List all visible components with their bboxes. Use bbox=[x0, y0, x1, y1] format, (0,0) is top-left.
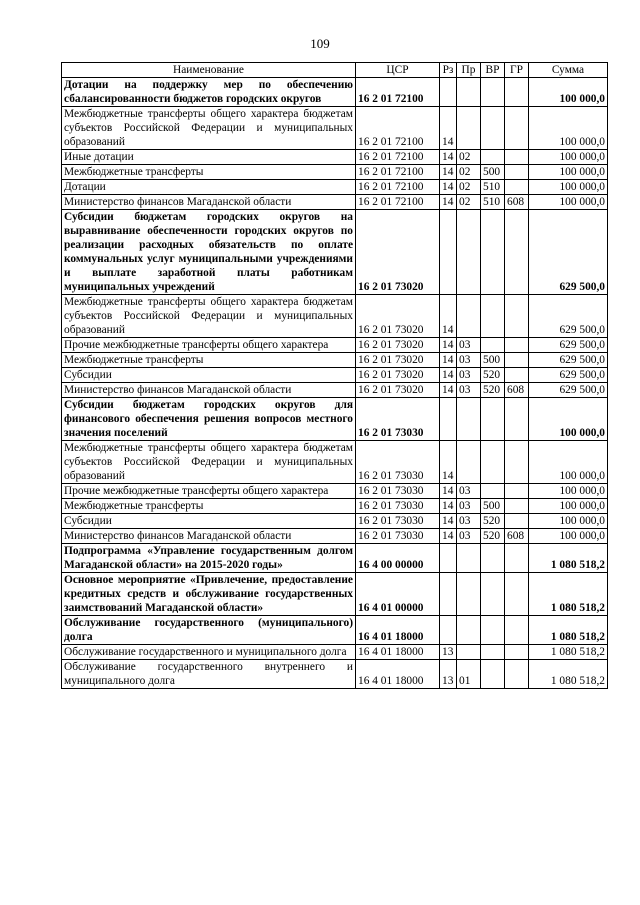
row-name: Обслуживание государственного и муниципального долга bbox=[62, 645, 356, 660]
row-pr: 03 bbox=[457, 368, 481, 383]
row-vr bbox=[481, 645, 505, 660]
row-rz: 14 bbox=[440, 441, 457, 484]
table-row bbox=[62, 499, 608, 514]
row-vr: 500 bbox=[481, 353, 505, 368]
row-gr bbox=[505, 660, 529, 689]
row-rz bbox=[440, 616, 457, 645]
table-row bbox=[62, 660, 608, 689]
row-rz bbox=[440, 78, 457, 107]
table-row bbox=[62, 368, 608, 383]
table-row bbox=[62, 529, 608, 544]
row-name: Межбюджетные трансферты bbox=[62, 165, 356, 180]
row-vr bbox=[481, 441, 505, 484]
row-pr bbox=[457, 398, 481, 441]
row-rz: 13 bbox=[440, 660, 457, 689]
row-gr: 608 bbox=[505, 529, 529, 544]
row-name: Субсидии бюджетам городских округов для финансового обеспечения решения вопросов местного значения поселений bbox=[62, 398, 356, 441]
row-sum: 100 000,0 bbox=[529, 484, 608, 499]
row-gr bbox=[505, 484, 529, 499]
row-name: Министерство финансов Магаданской области bbox=[62, 195, 356, 210]
table-row bbox=[62, 573, 608, 616]
table-row bbox=[62, 180, 608, 195]
row-vr bbox=[481, 544, 505, 573]
row-vr bbox=[481, 150, 505, 165]
row-sum: 629 500,0 bbox=[529, 383, 608, 398]
row-sum: 629 500,0 bbox=[529, 210, 608, 295]
row-rz: 14 bbox=[440, 514, 457, 529]
row-vr bbox=[481, 398, 505, 441]
row-rz: 14 bbox=[440, 499, 457, 514]
table-row bbox=[62, 295, 608, 338]
row-pr bbox=[457, 544, 481, 573]
row-rz: 14 bbox=[440, 529, 457, 544]
row-sum: 629 500,0 bbox=[529, 368, 608, 383]
row-csr: 16 4 01 18000 bbox=[356, 660, 440, 689]
row-csr: 16 2 01 73020 bbox=[356, 295, 440, 338]
header-csr: ЦСР bbox=[356, 63, 440, 78]
row-csr: 16 2 01 73030 bbox=[356, 484, 440, 499]
row-name: Прочие межбюджетные трансферты общего характера bbox=[62, 484, 356, 499]
row-sum: 629 500,0 bbox=[529, 295, 608, 338]
row-sum: 100 000,0 bbox=[529, 107, 608, 150]
row-rz: 14 bbox=[440, 383, 457, 398]
row-name: Обслуживание государственного внутреннего и муниципального долга bbox=[62, 660, 356, 689]
row-sum: 100 000,0 bbox=[529, 529, 608, 544]
row-rz bbox=[440, 573, 457, 616]
row-pr bbox=[457, 78, 481, 107]
page-number: 109 bbox=[310, 36, 330, 51]
row-sum: 1 080 518,2 bbox=[529, 660, 608, 689]
row-rz: 14 bbox=[440, 180, 457, 195]
row-vr: 520 bbox=[481, 529, 505, 544]
row-name: Обслуживание государственного (муниципального) долга bbox=[62, 616, 356, 645]
row-pr: 03 bbox=[457, 514, 481, 529]
row-rz: 14 bbox=[440, 338, 457, 353]
row-vr bbox=[481, 660, 505, 689]
row-gr bbox=[505, 616, 529, 645]
table-row bbox=[62, 338, 608, 353]
row-name: Основное мероприятие «Привлечение, предоставление кредитных средств и обслуживание государственных заимствований Магаданской области» bbox=[62, 573, 356, 616]
row-pr: 02 bbox=[457, 165, 481, 180]
row-vr: 520 bbox=[481, 368, 505, 383]
row-vr bbox=[481, 210, 505, 295]
row-vr: 520 bbox=[481, 383, 505, 398]
row-name: Дотации на поддержку мер по обеспечению сбалансированности бюджетов городских округов bbox=[62, 78, 356, 107]
header-vr: ВР bbox=[481, 63, 505, 78]
row-rz: 14 bbox=[440, 150, 457, 165]
header-rz: Рз bbox=[440, 63, 457, 78]
row-pr: 02 bbox=[457, 180, 481, 195]
header-name: Наименование bbox=[62, 63, 356, 78]
row-gr bbox=[505, 514, 529, 529]
row-rz bbox=[440, 398, 457, 441]
table-row bbox=[62, 645, 608, 660]
row-pr: 03 bbox=[457, 529, 481, 544]
row-rz: 14 bbox=[440, 368, 457, 383]
row-gr bbox=[505, 573, 529, 616]
row-gr: 608 bbox=[505, 383, 529, 398]
table-row bbox=[62, 210, 608, 295]
row-gr bbox=[505, 78, 529, 107]
table-row bbox=[62, 383, 608, 398]
row-gr bbox=[505, 165, 529, 180]
row-csr: 16 2 01 73030 bbox=[356, 514, 440, 529]
row-pr: 03 bbox=[457, 484, 481, 499]
row-csr: 16 2 01 73020 bbox=[356, 383, 440, 398]
row-name: Межбюджетные трансферты общего характера бюджетам субъектов Российской Федерации и муниципальных образований bbox=[62, 295, 356, 338]
row-name: Субсидии bbox=[62, 368, 356, 383]
row-name: Министерство финансов Магаданской области bbox=[62, 529, 356, 544]
row-gr bbox=[505, 107, 529, 150]
row-pr: 03 bbox=[457, 499, 481, 514]
row-sum: 629 500,0 bbox=[529, 353, 608, 368]
row-csr: 16 2 01 72100 bbox=[356, 165, 440, 180]
table-header-row bbox=[62, 63, 608, 78]
row-csr: 16 2 01 73020 bbox=[356, 210, 440, 295]
row-name: Субсидии бюджетам городских округов на выравнивание обеспеченности городских округов по реализации расходных обязательств по оплате коммунальных услуг муниципальными учреждениями и выплате заработной платы работникам муниципальных учреждений bbox=[62, 210, 356, 295]
row-pr: 01 bbox=[457, 660, 481, 689]
table-row bbox=[62, 544, 608, 573]
row-vr: 500 bbox=[481, 165, 505, 180]
header-sum: Сумма bbox=[529, 63, 608, 78]
row-name: Межбюджетные трансферты общего характера бюджетам субъектов Российской Федерации и муниципальных образований bbox=[62, 441, 356, 484]
row-name: Межбюджетные трансферты общего характера бюджетам субъектов Российской Федерации и муниципальных образований bbox=[62, 107, 356, 150]
row-csr: 16 2 01 73030 bbox=[356, 441, 440, 484]
row-rz: 14 bbox=[440, 353, 457, 368]
row-name: Дотации bbox=[62, 180, 356, 195]
row-rz bbox=[440, 210, 457, 295]
row-sum: 1 080 518,2 bbox=[529, 544, 608, 573]
row-name: Министерство финансов Магаданской области bbox=[62, 383, 356, 398]
table-row bbox=[62, 165, 608, 180]
row-csr: 16 2 01 73020 bbox=[356, 368, 440, 383]
table-row bbox=[62, 195, 608, 210]
row-gr bbox=[505, 295, 529, 338]
row-gr bbox=[505, 441, 529, 484]
row-vr bbox=[481, 78, 505, 107]
row-gr bbox=[505, 180, 529, 195]
row-gr bbox=[505, 368, 529, 383]
table-row bbox=[62, 484, 608, 499]
row-vr: 500 bbox=[481, 499, 505, 514]
row-pr bbox=[457, 107, 481, 150]
row-name: Межбюджетные трансферты bbox=[62, 499, 356, 514]
row-gr bbox=[505, 210, 529, 295]
table-row bbox=[62, 78, 608, 107]
row-csr: 16 2 01 73030 bbox=[356, 398, 440, 441]
row-gr bbox=[505, 645, 529, 660]
table-row bbox=[62, 441, 608, 484]
row-pr bbox=[457, 645, 481, 660]
row-rz bbox=[440, 544, 457, 573]
row-csr: 16 2 01 72100 bbox=[356, 150, 440, 165]
row-sum: 100 000,0 bbox=[529, 165, 608, 180]
row-csr: 16 2 01 72100 bbox=[356, 195, 440, 210]
row-name: Подпрограмма «Управление государственным долгом Магаданской области» на 2015-2020 годы» bbox=[62, 544, 356, 573]
row-pr: 03 bbox=[457, 338, 481, 353]
table-row bbox=[62, 107, 608, 150]
row-sum: 100 000,0 bbox=[529, 499, 608, 514]
budget-table bbox=[61, 62, 608, 689]
row-csr: 16 2 01 73020 bbox=[356, 353, 440, 368]
row-gr bbox=[505, 499, 529, 514]
row-rz: 13 bbox=[440, 645, 457, 660]
row-rz: 14 bbox=[440, 195, 457, 210]
row-name: Прочие межбюджетные трансферты общего характера bbox=[62, 338, 356, 353]
row-sum: 100 000,0 bbox=[529, 398, 608, 441]
row-sum: 1 080 518,2 bbox=[529, 573, 608, 616]
row-sum: 100 000,0 bbox=[529, 195, 608, 210]
row-gr bbox=[505, 353, 529, 368]
header-pr: Пр bbox=[457, 63, 481, 78]
row-pr: 02 bbox=[457, 195, 481, 210]
row-csr: 16 2 01 72100 bbox=[356, 107, 440, 150]
table-row bbox=[62, 616, 608, 645]
row-sum: 629 500,0 bbox=[529, 338, 608, 353]
row-name: Субсидии bbox=[62, 514, 356, 529]
row-gr bbox=[505, 544, 529, 573]
row-name: Межбюджетные трансферты bbox=[62, 353, 356, 368]
row-pr: 03 bbox=[457, 383, 481, 398]
row-vr bbox=[481, 338, 505, 353]
row-vr bbox=[481, 616, 505, 645]
row-vr bbox=[481, 295, 505, 338]
row-csr: 16 2 01 73030 bbox=[356, 499, 440, 514]
row-sum: 100 000,0 bbox=[529, 78, 608, 107]
row-rz: 14 bbox=[440, 484, 457, 499]
row-sum: 100 000,0 bbox=[529, 514, 608, 529]
row-csr: 16 4 01 18000 bbox=[356, 645, 440, 660]
row-csr: 16 4 01 18000 bbox=[356, 616, 440, 645]
row-vr: 520 bbox=[481, 514, 505, 529]
row-vr bbox=[481, 573, 505, 616]
row-vr: 510 bbox=[481, 195, 505, 210]
row-gr bbox=[505, 338, 529, 353]
row-pr: 02 bbox=[457, 150, 481, 165]
row-csr: 16 4 00 00000 bbox=[356, 544, 440, 573]
row-csr: 16 2 01 72100 bbox=[356, 78, 440, 107]
row-gr: 608 bbox=[505, 195, 529, 210]
table-row bbox=[62, 514, 608, 529]
row-name: Иные дотации bbox=[62, 150, 356, 165]
table-row bbox=[62, 353, 608, 368]
row-rz: 14 bbox=[440, 295, 457, 338]
row-csr: 16 2 01 72100 bbox=[356, 180, 440, 195]
row-pr bbox=[457, 573, 481, 616]
row-sum: 1 080 518,2 bbox=[529, 616, 608, 645]
row-pr: 03 bbox=[457, 353, 481, 368]
row-pr bbox=[457, 441, 481, 484]
row-rz: 14 bbox=[440, 165, 457, 180]
table-row bbox=[62, 150, 608, 165]
row-sum: 100 000,0 bbox=[529, 441, 608, 484]
table-row bbox=[62, 398, 608, 441]
row-pr bbox=[457, 616, 481, 645]
row-pr bbox=[457, 295, 481, 338]
row-vr bbox=[481, 107, 505, 150]
row-sum: 100 000,0 bbox=[529, 180, 608, 195]
row-csr: 16 4 01 00000 bbox=[356, 573, 440, 616]
row-csr: 16 2 01 73020 bbox=[356, 338, 440, 353]
row-vr bbox=[481, 484, 505, 499]
row-sum: 100 000,0 bbox=[529, 150, 608, 165]
row-csr: 16 2 01 73030 bbox=[356, 529, 440, 544]
row-sum: 1 080 518,2 bbox=[529, 645, 608, 660]
row-gr bbox=[505, 398, 529, 441]
header-gr: ГР bbox=[505, 63, 529, 78]
row-pr bbox=[457, 210, 481, 295]
row-rz: 14 bbox=[440, 107, 457, 150]
row-gr bbox=[505, 150, 529, 165]
row-vr: 510 bbox=[481, 180, 505, 195]
